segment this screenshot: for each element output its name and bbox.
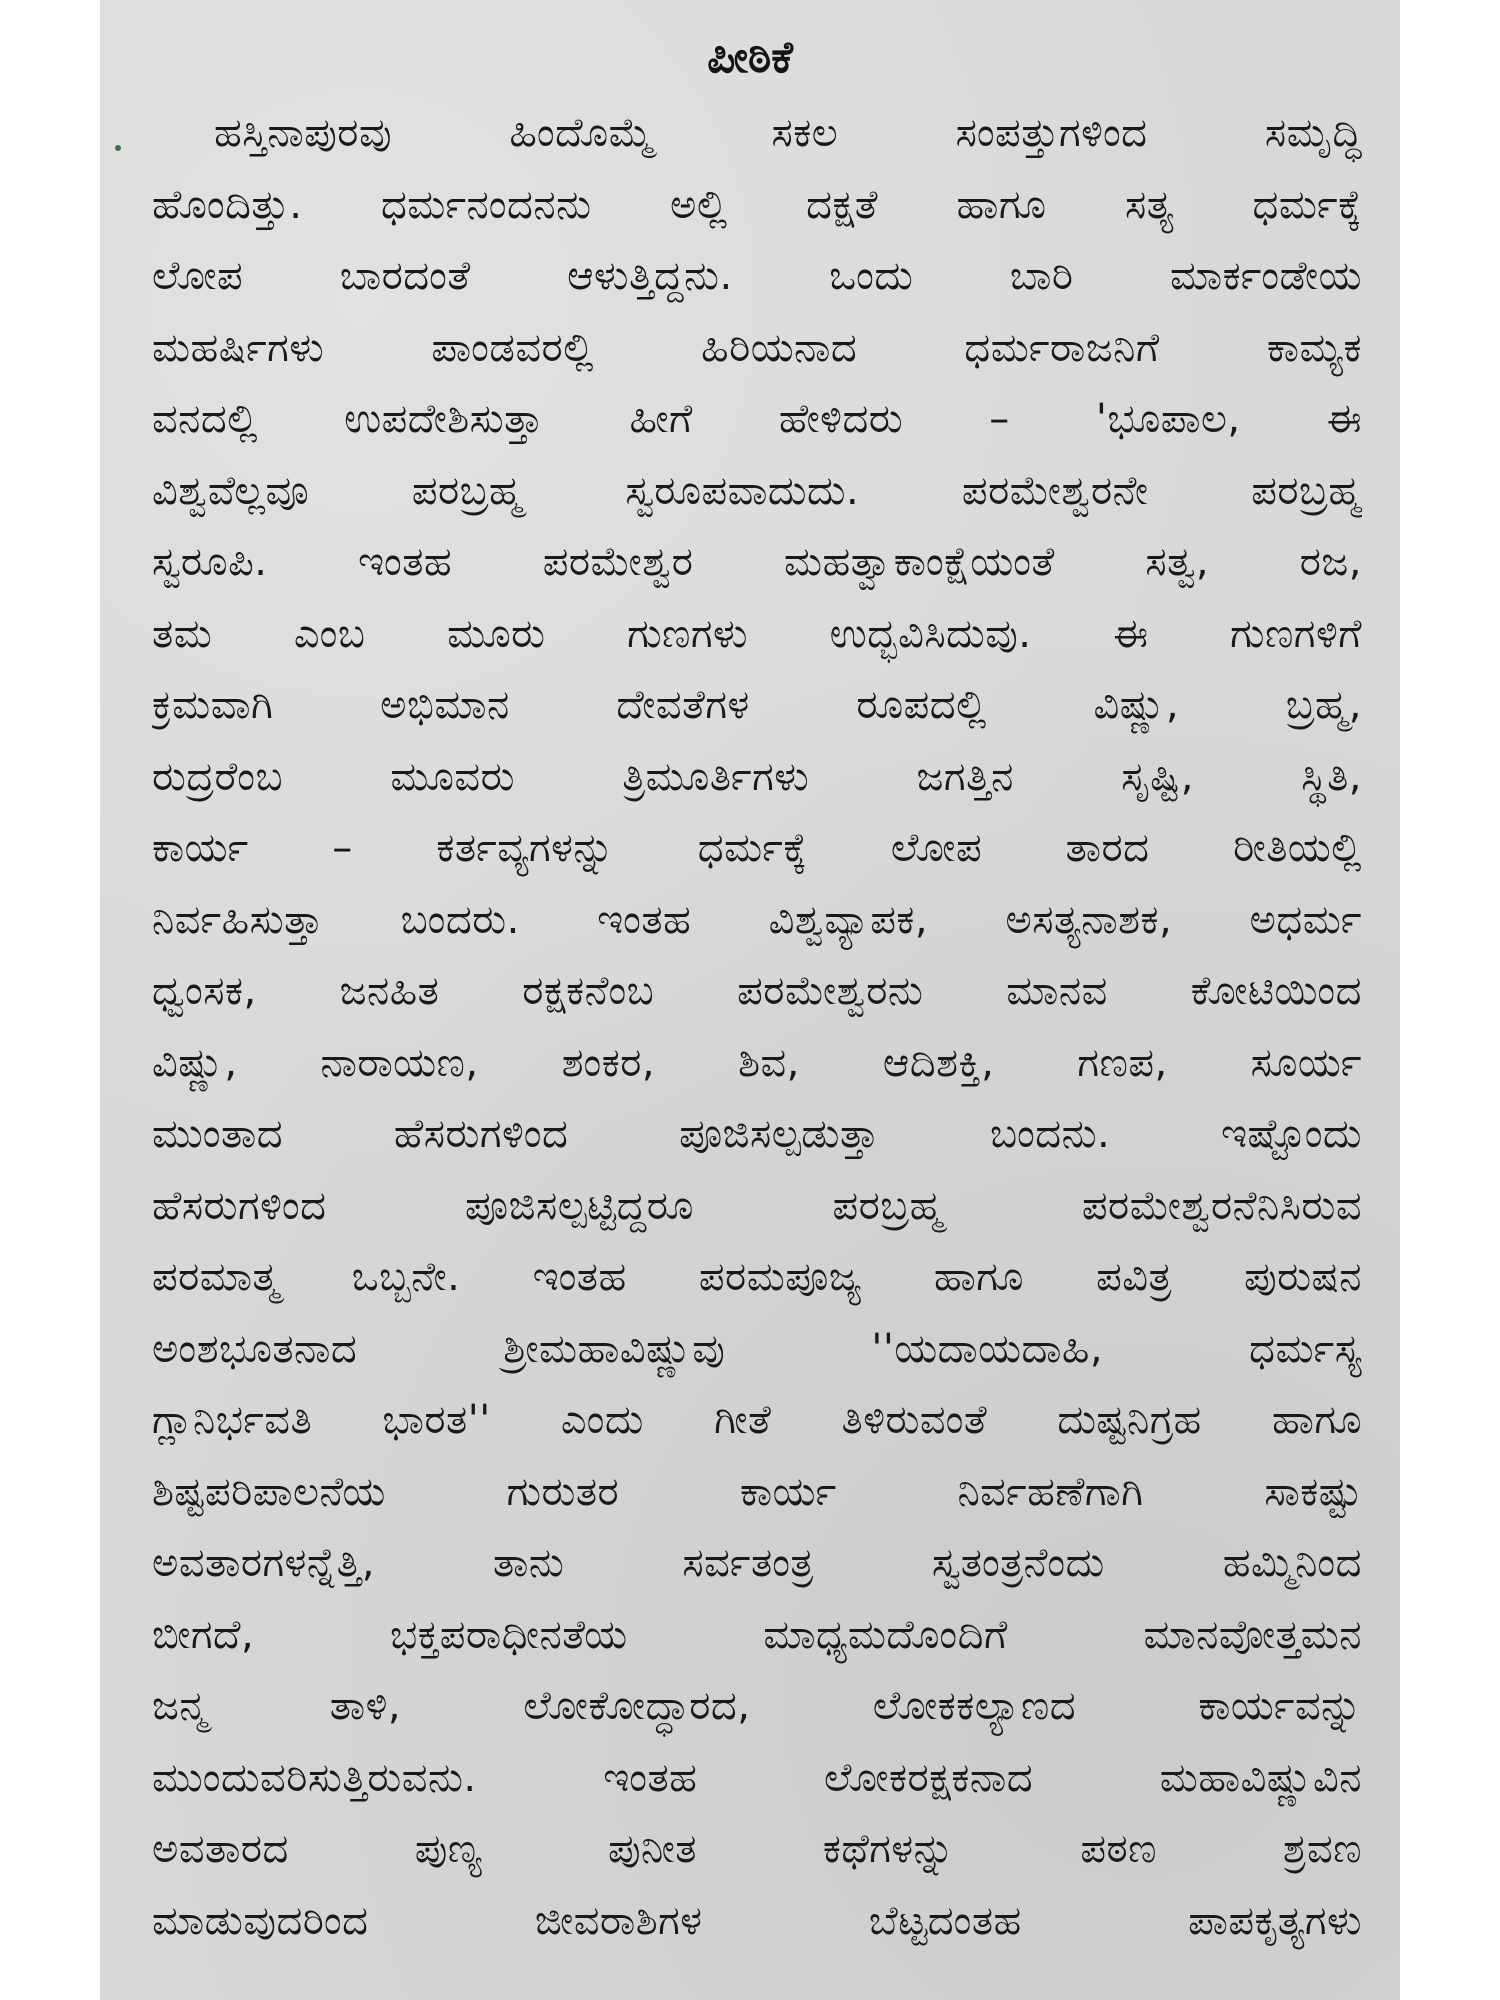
text-line: ವಿಶ್ವವೆಲ್ಲವೂ ಪರಬ್ರಹ್ಮ ಸ್ವರೂಪವಾದುದು. ಪರಮೇಶ್ವರನೇ ಪರಬ್ರಹ್ಮ: [152, 467, 1362, 514]
text-line: ಹೆಸರುಗಳಿಂದ ಪೂಜಿಸಲ್ಪಟ್ಟಿದ್ದರೂ ಪರಬ್ರಹ್ಮ ಪರಮೇಶ್ವರನೆನಿಸಿರುವ: [152, 1182, 1362, 1229]
text-line: ಲೋಪ ಬಾರದಂತೆ ಆಳುತ್ತಿದ್ದನು. ಒಂದು ಬಾರಿ ಮಾರ್ಕಂಡೇಯ: [152, 253, 1362, 299]
text-line: ನಿರ್ವಹಿಸುತ್ತಾ ಬಂದರು. ಇಂತಹ ವಿಶ್ವವ್ಯಾಪಕ, ಅಸತ್ಯನಾಶಕ, ಅಧರ್ಮ: [152, 896, 1362, 943]
page-title: ಪೀಠಿಕೆ: [707, 32, 793, 83]
text-line: ಶಿಷ್ಟಪರಿಪಾಲನೆಯ ಗುರುತರ ಕಾರ್ಯ ನಿರ್ವಹಣೆಗಾಗಿ ಸಾಕಷ್ಟು: [152, 1468, 1362, 1515]
text-line: ಮುಂತಾದ ಹೆಸರುಗಳಿಂದ ಪೂಜಿಸಲ್ಪಡುತ್ತಾ ಬಂದನು. ಇಷ್ಟೊಂದು: [152, 1111, 1362, 1157]
text-line: ಧ್ವಂಸಕ, ಜನಹಿತ ರಕ್ಷಕನೆಂಬ ಪರಮೇಶ್ವರನು ಮಾನವ ಕೋಟಿಯಿಂದ: [152, 968, 1362, 1014]
text-line: ಅವತಾರದ ಪುಣ್ಯ ಪುನೀತ ಕಥೆಗಳನ್ನು ಪಠಣ ಶ್ರವಣ: [152, 1826, 1362, 1872]
text-line: ಮುಂದುವರಿಸುತ್ತಿರುವನು. ಇಂತಹ ಲೋಕರಕ್ಷಕನಾದ ಮಹಾವಿಷ್ಣುವಿನ: [152, 1754, 1362, 1801]
text-line: ತಮ ಎಂಬ ಮೂರು ಗುಣಗಳು ಉದ್ಭವಿಸಿದುವು. ಈ ಗುಣಗಳಿಗೆ: [152, 610, 1362, 657]
text-line: ಗ್ಲಾನಿರ್ಭವತಿ ಭಾರತ'' ಎಂದು ಗೀತೆ ತಿಳಿರುವಂತೆ ದುಷ್ಟನಿಗ್ರಹ ಹಾಗೂ: [152, 1397, 1362, 1443]
text-line: ವಿಷ್ಣು, ನಾರಾಯಣ, ಶಂಕರ, ಶಿವ, ಆದಿಶಕ್ತಿ, ಗಣಪ, ಸೂರ್ಯ: [152, 1039, 1362, 1086]
text-line: ಹಸ್ತಿನಾಪುರವು ಹಿಂದೊಮ್ಮೆ ಸಕಲ ಸಂಪತ್ತುಗಳಿಂದ ಸಮೃದ್ಧಿ: [214, 110, 1362, 156]
text-line: ಮಾಡುವುದರಿಂದ ಜೀವರಾಶಿಗಳ ಬೆಟ್ಟದಂತಹ ಪಾಪಕೃತ್ಯಗಳು: [152, 1897, 1362, 1944]
text-line: ರುದ್ರರೆಂಬ ಮೂವರು ತ್ರಿಮೂರ್ತಿಗಳು ಜಗತ್ತಿನ ಸೃಷ್ಟಿ, ಸ್ಥಿತಿ,: [152, 753, 1362, 800]
text-line: ಜನ್ಮ ತಾಳಿ, ಲೋಕೋದ್ಧಾರದ, ಲೋಕಕಲ್ಯಾಣದ ಕಾರ್ಯವನ್ನು: [152, 1683, 1362, 1729]
text-line: ಅವತಾರಗಳನ್ನೆತ್ತಿ, ತಾನು ಸರ್ವತಂತ್ರ ಸ್ವತಂತ್ರನೆಂದು ಹಮ್ಮಿನಿಂದ: [152, 1540, 1362, 1586]
text-line: ವನದಲ್ಲಿ ಉಪದೇಶಿಸುತ್ತಾ ಹೀಗೆ ಹೇಳಿದರು – 'ಭೂಪಾಲ, ಈ: [152, 396, 1362, 442]
text-line: ಅಂಶಭೂತನಾದ ಶ್ರೀಮಹಾವಿಷ್ಣುವು ''ಯದಾಯದಾಹಿ, ಧರ್ಮಸ್ಯ: [152, 1325, 1362, 1372]
ink-speck: [115, 145, 121, 151]
text-line: ಹೊಂದಿತ್ತು. ಧರ್ಮನಂದನನು ಅಲ್ಲಿ ದಕ್ಷತೆ ಹಾಗೂ ಸತ್ಯ ಧರ್ಮಕ್ಕೆ: [152, 181, 1362, 228]
text-line: ಮಹರ್ಷಿಗಳು ಪಾಂಡವರಲ್ಲಿ ಹಿರಿಯನಾದ ಧರ್ಮರಾಜನಿಗೆ ಕಾಮ್ಯಕ: [152, 324, 1362, 371]
text-line: ಬೀಗದೆ, ಭಕ್ತಪರಾಧೀನತೆಯ ಮಾಧ್ಯಮದೊಂದಿಗೆ ಮಾನವೋತ್ತಮನ: [152, 1611, 1362, 1658]
body-paragraph: [152, 98, 1362, 1957]
text-line: ಸ್ವರೂಪಿ. ಇಂತಹ ಪರಮೇಶ್ವರ ಮಹತ್ವಾಕಾಂಕ್ಷೆಯಂತೆ ಸತ್ವ, ರಜ,: [152, 539, 1362, 585]
scanned-page: [100, 0, 1400, 2000]
text-line: ಪರಮಾತ್ಮ ಒಬ್ಬನೇ. ಇಂತಹ ಪರಮಪೂಜ್ಯ ಹಾಗೂ ಪವಿತ್ರ ಪುರುಷನ: [152, 1254, 1362, 1300]
text-line: ಕಾರ್ಯ – ಕರ್ತವ್ಯಗಳನ್ನು ಧರ್ಮಕ್ಕೆ ಲೋಪ ತಾರದ ರೀತಿಯಲ್ಲಿ: [152, 825, 1362, 871]
text-line: ಕ್ರಮವಾಗಿ ಅಭಿಮಾನ ದೇವತೆಗಳ ರೂಪದಲ್ಲಿ ವಿಷ್ಣು, ಬ್ರಹ್ಮ,: [152, 682, 1362, 728]
